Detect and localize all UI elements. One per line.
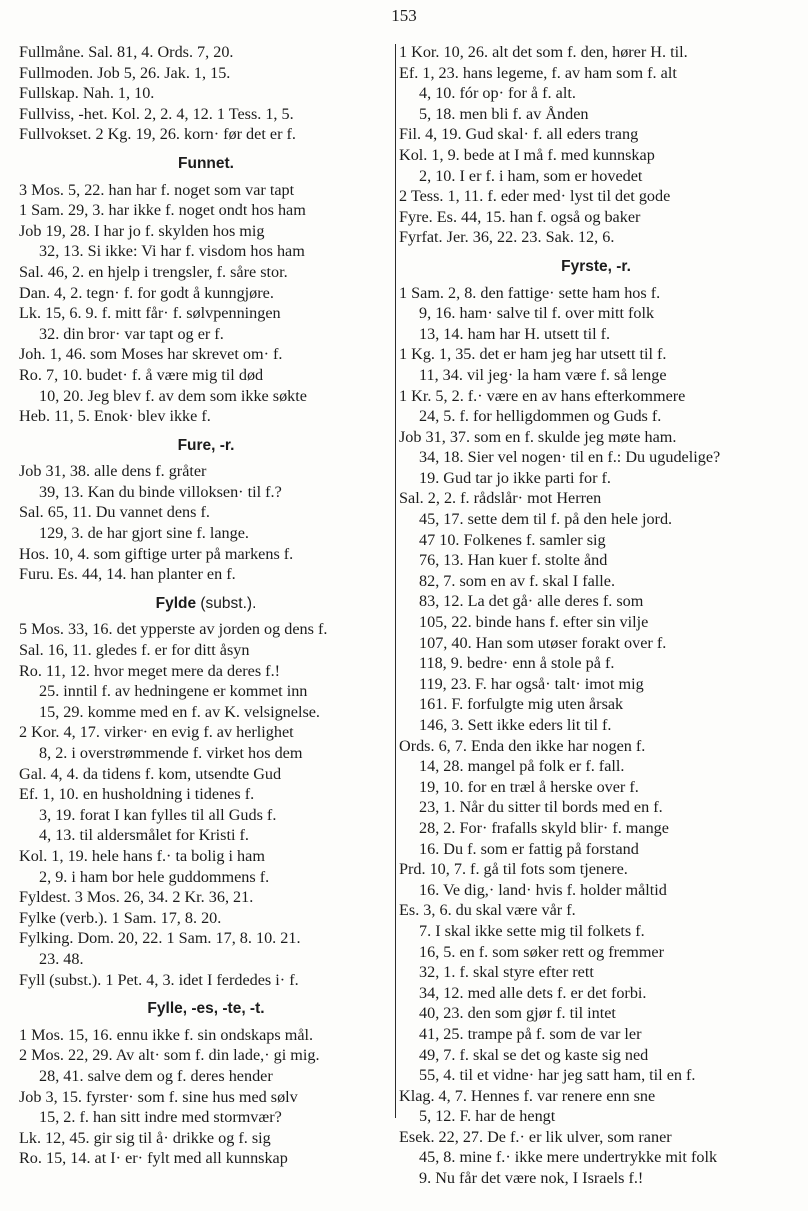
verse-continuation: 41, 25. trampe på f. som de var ler bbox=[419, 1024, 642, 1043]
index-entry: Lk. 12, 45. gir sig til å· drikke og f. sig bbox=[19, 1128, 271, 1147]
verse-continuation: 161. F. forfulgte mig uten årsak bbox=[419, 695, 624, 714]
verse-continuation: 28, 41. salve dem og f. deres hender bbox=[39, 1066, 273, 1085]
index-entry: Job 31, 37. som en f. skulde jeg møte ham. bbox=[399, 427, 677, 446]
verse-continuation: 55, 4. til et vidne· har jeg satt ham, til en f. bbox=[419, 1066, 696, 1085]
verse-continuation: 2, 9. i ham bor hele guddommens f. bbox=[39, 867, 270, 886]
verse-continuation: 118, 9. bedre· enn å stole på f. bbox=[419, 654, 615, 673]
verse-continuation: 34, 12. med alle dets f. er det forbi. bbox=[419, 983, 647, 1002]
verse-continuation: 45, 17. sette dem til f. på den hele jord. bbox=[419, 510, 673, 529]
verse-continuation: 45, 8. mine f.· ikke mere undertrykke mit folk bbox=[419, 1148, 718, 1167]
verse-continuation: 119, 23. F. har også· talt· imot mig bbox=[419, 674, 644, 693]
verse-continuation: 24, 5. f. for helligdommen og Guds f. bbox=[419, 407, 662, 426]
index-entry: Heb. 11, 5. Enok· blev ikke f. bbox=[19, 407, 211, 426]
index-entry: Furu. Es. 44, 14. han planter en f. bbox=[19, 565, 236, 584]
index-entry: Sal. 46, 2. en hjelp i trengsler, f. såre stor. bbox=[19, 262, 288, 281]
index-entry: Fyldest. 3 Mos. 26, 34. 2 Kr. 36, 21. bbox=[19, 888, 254, 907]
index-entry: 1 Sam. 2, 8. den fattige· sette ham hos f. bbox=[399, 283, 661, 302]
index-entry: Kol. 1, 19. hele hans f.· ta bolig i ham bbox=[19, 846, 265, 865]
verse-continuation: 19, 10. for en træl å herske over f. bbox=[419, 777, 639, 796]
index-entry: Fyrfat. Jer. 36, 22. 23. Sak. 12, 6. bbox=[399, 228, 615, 247]
verse-continuation: 82, 7. som en av f. skal I falle. bbox=[419, 571, 615, 590]
verse-continuation: 13, 14. ham har H. utsett til f. bbox=[419, 324, 611, 343]
index-entry: Dan. 4, 2. tegn· f. for godt å kunngjøre. bbox=[19, 283, 274, 302]
verse-continuation: 16, 5. en f. som søker rett og fremmer bbox=[419, 942, 664, 961]
verse-continuation: 2, 10. I er f. i ham, som er hovedet bbox=[419, 166, 643, 185]
verse-continuation: 47 10. Folkenes f. samler sig bbox=[419, 530, 606, 549]
index-entry: Sal. 65, 11. Du vannet dens f. bbox=[19, 503, 210, 522]
index-entry: Job 3, 15. fyrster· som f. sine hus med sølv bbox=[19, 1087, 298, 1106]
index-entry: 1 Kr. 5, 2. f.· være en av hans efterkommere bbox=[399, 386, 686, 405]
verse-continuation: 8, 2. i overstrømmende f. virket hos dem bbox=[39, 744, 303, 762]
verse-continuation: 49, 7. f. skal se det og kaste sig ned bbox=[419, 1045, 649, 1064]
index-entry: 2 Tess. 1, 11. f. eder med· lyst til det gode bbox=[399, 187, 671, 206]
verse-continuation: 23. 48. bbox=[39, 949, 84, 968]
verse-continuation: 146, 3. Sett ikke eders lit til f. bbox=[419, 716, 612, 734]
verse-continuation: 76, 13. Han kuer f. stolte ånd bbox=[419, 551, 608, 570]
index-entry: Klag. 4, 7. Hennes f. var renere enn sne bbox=[399, 1086, 656, 1105]
verse-continuation: 4, 10. fór op· for å f. alt. bbox=[419, 84, 576, 103]
verse-continuation: 25. inntil f. av hedningene er kommet inn bbox=[39, 682, 308, 701]
verse-continuation: 3, 19. forat I kan fylles til all Guds f. bbox=[39, 805, 277, 824]
index-entry: Fil. 4, 19. Gud skal· f. all eders trang bbox=[399, 125, 639, 144]
index-entry: Hos. 10, 4. som giftige urter på markens f. bbox=[19, 544, 294, 563]
index-entry: Fullskap. Nah. 1, 10. bbox=[19, 84, 155, 103]
page-number: 153 bbox=[391, 6, 417, 25]
index-entry: Ef. 1, 23. hans legeme, f. av ham som f. alt bbox=[399, 63, 677, 82]
index-entry: Job 19, 28. I har jo f. skylden hos mig bbox=[19, 221, 265, 240]
verse-continuation: 23, 1. Når du sitter til bords med en f. bbox=[419, 798, 663, 817]
index-entry: Fullvokset. 2 Kg. 19, 26. korn· før det er f. bbox=[19, 125, 296, 144]
right-column bbox=[399, 42, 793, 1189]
index-entry: Ro. 11, 12. hvor meget mere da deres f.! bbox=[19, 661, 281, 680]
index-entry: Ro. 15, 14. at I· er· fylt med all kunnskap bbox=[19, 1149, 288, 1168]
index-entry: Ro. 7, 10. budet· f. å være mig til død bbox=[19, 365, 264, 384]
verse-continuation: 129, 3. de har gjort sine f. lange. bbox=[39, 524, 249, 543]
verse-continuation: 34, 18. Sier vel nogen· til en f.: Du ugudelige? bbox=[419, 448, 721, 467]
column-divider bbox=[395, 44, 396, 1118]
left-column bbox=[19, 42, 393, 1169]
verse-continuation: 9. Nu får det være nok, I Israels f.! bbox=[419, 1169, 644, 1188]
index-entry: 1 Mos. 15, 16. ennu ikke f. sin ondskaps mål. bbox=[19, 1025, 314, 1044]
index-entry: 2 Kor. 4, 17. virker· en evig f. av herlighet bbox=[19, 723, 294, 742]
verse-continuation: 83, 12. La det gå· alle deres f. som bbox=[419, 592, 644, 611]
verse-continuation: 16. Ve dig,· land· hvis f. holder måltid bbox=[419, 880, 667, 899]
verse-continuation: 14, 28. mangel på folk er f. fall. bbox=[419, 757, 625, 776]
heading-word: Fylle, -es, -te, -t. bbox=[147, 1000, 265, 1018]
index-entry: Sal. 2, 2. f. rådslår· mot Herren bbox=[399, 489, 602, 508]
verse-continuation: 15, 29. komme med en f. av K. velsignelse. bbox=[39, 702, 320, 721]
index-entry: Fullmoden. Job 5, 26. Jak. 1, 15. bbox=[19, 63, 231, 82]
verse-continuation: 7. I skal ikke sette mig til folkets f. bbox=[419, 921, 645, 940]
verse-continuation: 16. Du f. som er fattig på forstand bbox=[419, 839, 639, 858]
heading-word: Funnet. bbox=[178, 154, 234, 172]
index-entry: 3 Mos. 5, 22. han har f. noget som var tapt bbox=[19, 180, 295, 199]
index-entry: Fylking. Dom. 20, 22. 1 Sam. 17, 8. 10. 21. bbox=[19, 929, 301, 948]
index-entry: Ords. 6, 7. Enda den ikke har nogen f. bbox=[399, 736, 646, 755]
index-entry: Fyre. Es. 44, 15. han f. også og baker bbox=[399, 207, 641, 226]
verse-continuation: 9, 16. ham· salve til f. over mitt folk bbox=[419, 304, 655, 323]
verse-continuation: 19. Gud tar jo ikke parti for f. bbox=[419, 468, 611, 487]
verse-continuation: 4, 13. til aldersmålet for Kristi f. bbox=[39, 826, 249, 845]
index-entry: 1 Kg. 1, 35. det er ham jeg har utsett til f. bbox=[399, 345, 667, 364]
section-heading bbox=[399, 257, 793, 278]
heading-word: Fylde bbox=[155, 594, 197, 612]
heading-qualifier: (subst.). bbox=[196, 594, 257, 612]
heading-word: Fure, -r. bbox=[177, 436, 235, 454]
verse-continuation: 5, 18. men bli f. av Ånden bbox=[419, 104, 589, 123]
index-entry: Fyll (subst.). 1 Pet. 4, 3. idet I ferdedes i· f. bbox=[19, 970, 299, 989]
verse-continuation: 10, 20. Jeg blev f. av dem som ikke søkte bbox=[39, 386, 307, 405]
section-heading bbox=[19, 594, 393, 615]
index-entry: Lk. 15, 6. 9. f. mitt får· f. sølvpenningen bbox=[19, 304, 281, 323]
verse-continuation: 28, 2. For· frafalls skyld blir· f. mange bbox=[419, 818, 669, 837]
index-entry: Fullviss, -het. Kol. 2, 2. 4, 12. 1 Tess. 1, 5. bbox=[19, 104, 294, 123]
index-entry: 1 Sam. 29, 3. har ikke f. noget ondt hos ham bbox=[19, 201, 306, 220]
index-entry: Fullmåne. Sal. 81, 4. Ords. 7, 20. bbox=[19, 43, 234, 61]
index-entry: Gal. 4, 4. da tidens f. kom, utsendte Gud bbox=[19, 764, 282, 783]
section-heading bbox=[19, 436, 393, 457]
index-entry: Es. 3, 6. du skal være vår f. bbox=[399, 901, 576, 920]
index-entry: Joh. 1, 46. som Moses har skrevet om· f. bbox=[19, 345, 283, 364]
verse-continuation: 15, 2. f. han sitt indre med stormvær? bbox=[39, 1108, 282, 1127]
index-entry: Prd. 10, 7. f. gå til fots som tjenere. bbox=[399, 860, 628, 879]
section-heading bbox=[19, 154, 393, 175]
verse-continuation: 32, 1. f. skal styre efter rett bbox=[419, 963, 594, 982]
index-entry: Kol. 1, 9. bede at I må f. med kunnskap bbox=[399, 145, 655, 164]
verse-continuation: 11, 34. vil jeg· la ham være f. så lenge bbox=[419, 365, 667, 384]
index-entry: Sal. 16, 11. gledes f. er for ditt åsyn bbox=[19, 641, 250, 660]
index-entry: 2 Mos. 22, 29. Av alt· som f. din lade,· gi mig. bbox=[19, 1046, 320, 1065]
index-entry: Esek. 22, 27. De f.· er lik ulver, som raner bbox=[399, 1127, 672, 1146]
index-entry: 5 Mos. 33, 16. det ypperste av jorden og dens f. bbox=[19, 620, 328, 639]
verse-continuation: 32. din bror· var tapt og er f. bbox=[39, 324, 224, 343]
index-entry: Ef. 1, 10. en husholdning i tidenes f. bbox=[19, 785, 255, 804]
heading-word: Fyrste, -r. bbox=[561, 257, 631, 275]
verse-continuation: 105, 22. binde hans f. efter sin vilje bbox=[419, 613, 649, 632]
index-entry: 1 Kor. 10, 26. alt det som f. den, hører H. til. bbox=[399, 43, 688, 61]
index-entry: Fylke (verb.). 1 Sam. 17, 8. 20. bbox=[19, 908, 222, 927]
verse-continuation: 32, 13. Si ikke: Vi har f. visdom hos ham bbox=[39, 242, 305, 261]
section-heading bbox=[19, 999, 393, 1020]
verse-continuation: 39, 13. Kan du binde villoksen· til f.? bbox=[39, 482, 282, 501]
index-entry: Job 31, 38. alle dens f. gråter bbox=[19, 462, 207, 481]
verse-continuation: 40, 23. den som gjør f. til intet bbox=[419, 1004, 616, 1023]
verse-continuation: 107, 40. Han som utøser forakt over f. bbox=[419, 633, 667, 652]
verse-continuation: 5, 12. F. har de hengt bbox=[419, 1107, 556, 1126]
